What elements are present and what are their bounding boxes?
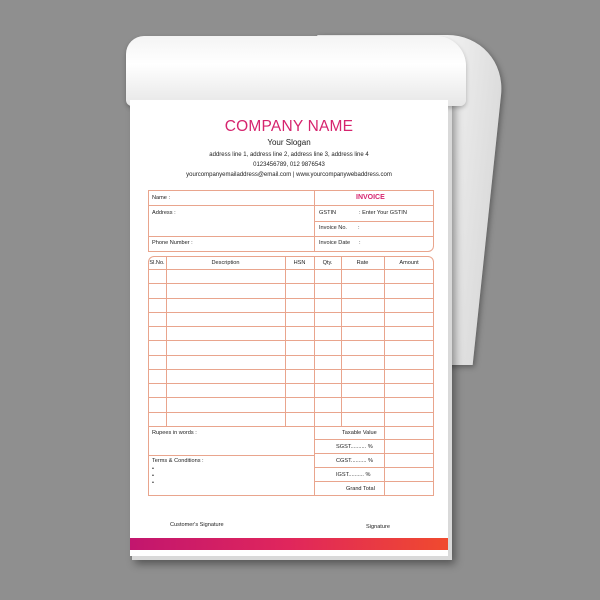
gstin-label: GSTIN xyxy=(319,210,337,216)
pad-binding xyxy=(126,36,466,106)
totals-line-2 xyxy=(314,453,434,454)
taxable-value-label: Taxable Value xyxy=(342,430,377,436)
col-header-description: Description xyxy=(211,260,240,266)
info-line-4 xyxy=(314,236,434,237)
phone-label: Phone Number : xyxy=(152,240,193,246)
totals-line-3 xyxy=(314,467,434,468)
col-header-amount: Amount xyxy=(399,260,419,266)
invoice-date-sep: : xyxy=(359,240,361,246)
info-line-2 xyxy=(148,236,314,237)
terms-bullet-1: • xyxy=(152,466,154,472)
terms-bullet-2: • xyxy=(152,473,154,479)
invoice-date-label: Invoice Date xyxy=(319,240,351,246)
col-header-slno: Sl.No. xyxy=(149,260,165,266)
col-line-5 xyxy=(384,256,385,496)
company-address: address line 1, address line 2, address line 3, address line 4 xyxy=(209,152,369,158)
company-slogan: Your Slogan xyxy=(267,138,311,147)
totals-line-4 xyxy=(314,481,434,482)
item-row-line xyxy=(148,312,434,313)
gstin-value: : Enter Your GSTIN xyxy=(359,210,407,216)
terms-label: Terms & Conditions : xyxy=(152,458,204,464)
terms-bullet-3: • xyxy=(152,480,154,486)
invoice-number-sep: : xyxy=(358,225,360,231)
col-header-hsn: HSN xyxy=(293,260,306,266)
invoice-sheet xyxy=(130,100,448,556)
grand-total-label: Grand Total xyxy=(346,486,375,492)
cgst-label: CGST.......... % xyxy=(336,458,373,464)
company-phones: 0123456789, 012 9876543 xyxy=(253,162,325,168)
igst-label: IGST.......... % xyxy=(336,472,371,478)
item-row-line xyxy=(148,412,434,413)
sgst-label: SGST.......... % xyxy=(336,444,373,450)
name-label: Name : xyxy=(152,195,171,201)
col-line-3 xyxy=(314,256,315,496)
customer-signature-label: Customer's Signature xyxy=(170,522,224,528)
address-label: Address : xyxy=(152,210,176,216)
item-row-line xyxy=(148,369,434,370)
item-row-line xyxy=(148,298,434,299)
invoice-title: INVOICE xyxy=(356,194,385,201)
info-line-3 xyxy=(314,221,434,222)
info-line-1 xyxy=(148,205,434,206)
items-header-line xyxy=(148,269,434,270)
company-name: COMPANY NAME xyxy=(224,118,354,135)
rupees-in-words-label: Rupees in words : xyxy=(152,430,197,436)
rupees-line xyxy=(148,455,314,456)
totals-top-line xyxy=(148,426,434,427)
item-row-line xyxy=(148,397,434,398)
col-header-rate: Rate xyxy=(356,260,369,266)
item-row-line xyxy=(148,355,434,356)
signature-label: Signature xyxy=(366,524,390,530)
totals-line-1 xyxy=(314,439,434,440)
invoice-number-label: Invoice No. xyxy=(319,225,347,231)
col-header-qty: Qty. xyxy=(322,260,333,266)
item-row-line xyxy=(148,283,434,284)
company-contact: yourcompanyemailaddress@email.com | www.yourcompanywebaddress.com xyxy=(186,172,392,178)
item-row-line xyxy=(148,340,434,341)
item-row-line xyxy=(148,326,434,327)
item-row-line xyxy=(148,383,434,384)
footer-gradient-bar xyxy=(130,538,448,550)
